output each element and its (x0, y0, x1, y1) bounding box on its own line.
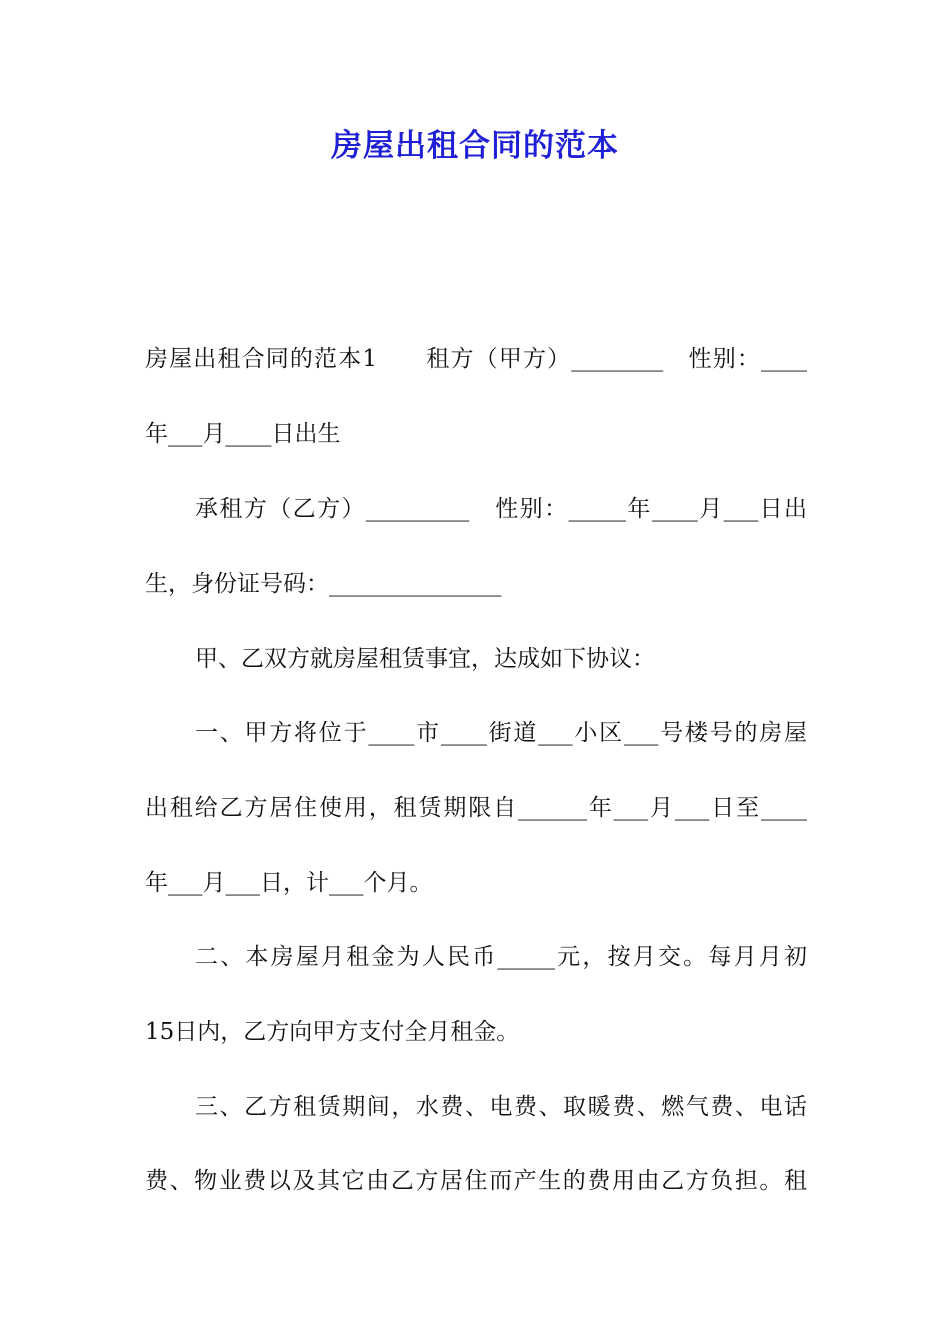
text-line-12: 费、物业费以及其它由乙方居住而产生的费用由乙方负担。租 (145, 1168, 807, 1194)
text-line-9: 二、本房屋月租金为人民币_____元，按月交。每月月初 (195, 944, 807, 970)
text-line-6: 一、甲方将位于____市____街道___小区___号楼号的房屋 (195, 720, 807, 746)
text-line-4: 生，身份证号码：_______________ (145, 571, 502, 597)
text-line-5: 甲、乙双方就房屋租赁事宜，达成如下协议： (195, 646, 655, 672)
text-line-1: 房屋出租合同的范本1 租方（甲方）________ 性别：____ (145, 346, 807, 372)
text-line-10: 15日内，乙方向甲方支付全月租金。 (145, 1019, 520, 1045)
text-line-2: 年___月____日出生 (145, 421, 341, 447)
document-title: 房屋出租合同的范本 (331, 128, 619, 164)
text-line-8: 年___月___日，计___个月。 (145, 870, 433, 896)
text-line-11: 三、乙方租赁期间，水费、电费、取暖费、燃气费、电话 (195, 1094, 807, 1120)
text-line-3: 承租方（乙方）_________ 性别：_____年____月___日出 (195, 496, 807, 522)
text-line-7: 出租给乙方居住使用，租赁期限自______年___月___日至____ (145, 795, 807, 821)
